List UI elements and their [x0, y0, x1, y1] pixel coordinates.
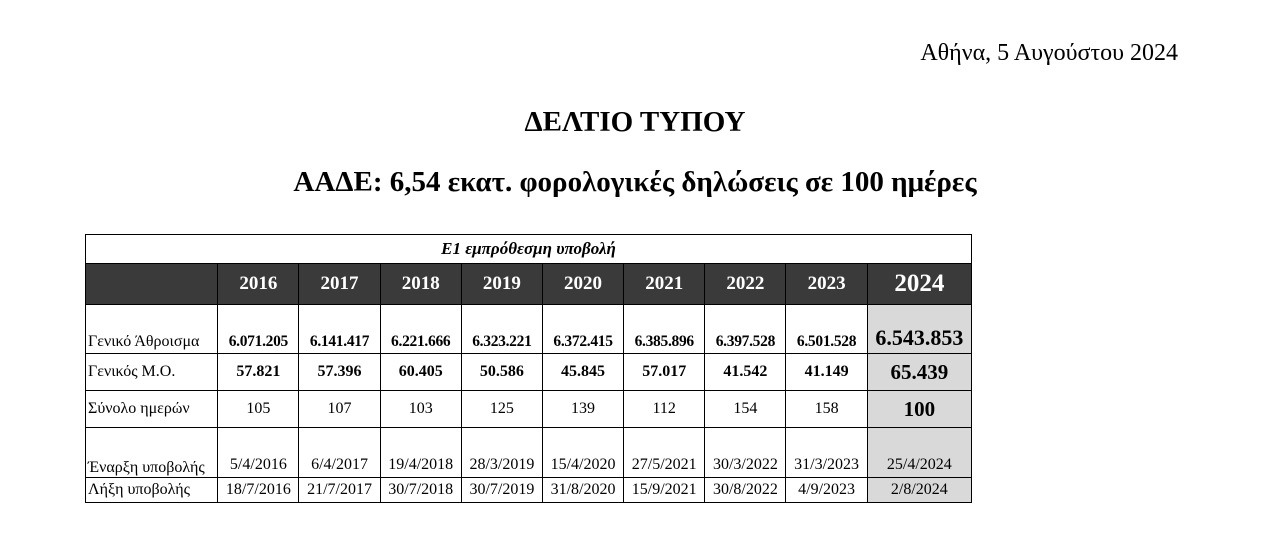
table-cell: 6.372.415: [542, 305, 623, 354]
table-row-days: [86, 391, 972, 428]
table-cell: 31/3/2023: [786, 428, 867, 478]
document-type-title: ΔΕΛΤΙΟ ΤΥΠΟΥ: [524, 106, 746, 138]
year-header: 2017: [299, 264, 380, 305]
header-corner-cell: [86, 264, 218, 305]
table-cell: 30/7/2019: [461, 478, 542, 503]
table-cell: 139: [542, 391, 623, 428]
row-label: Έναρξη υποβολής: [86, 428, 218, 478]
table-cell: 27/5/2021: [624, 428, 705, 478]
table-caption: Ε1 εμπρόθεσμη υποβολή: [86, 235, 972, 264]
table-row-end-date: [86, 478, 972, 503]
table-cell: 60.405: [380, 354, 461, 391]
table-cell: 6.323.221: [461, 305, 542, 354]
table-cell: 6/4/2017: [299, 428, 380, 478]
row-label: Γενικός Μ.Ο.: [86, 354, 218, 391]
table-cell: 41.149: [786, 354, 867, 391]
table-cell: 15/4/2020: [542, 428, 623, 478]
table-cell: 6.141.417: [299, 305, 380, 354]
table-cell: 107: [299, 391, 380, 428]
table-cell: 57.396: [299, 354, 380, 391]
table-cell-highlight: 100: [867, 391, 971, 428]
table-cell: 21/7/2017: [299, 478, 380, 503]
table-cell: 45.845: [542, 354, 623, 391]
table-cell: 30/7/2018: [380, 478, 461, 503]
table-cell: 28/3/2019: [461, 428, 542, 478]
table-cell: 105: [218, 391, 299, 428]
table-cell: 15/9/2021: [624, 478, 705, 503]
year-header: 2019: [461, 264, 542, 305]
table-cell: 6.221.666: [380, 305, 461, 354]
table-cell: 50.586: [461, 354, 542, 391]
table-cell: 57.017: [624, 354, 705, 391]
row-label: Γενικό Άθροισμα: [86, 305, 218, 354]
press-release-headline: ΑΑΔΕ: 6,54 εκατ. φορολογικές δηλώσεις σε 100 ημέρες: [293, 166, 977, 198]
table-cell: 18/7/2016: [218, 478, 299, 503]
table-cell: 30/3/2022: [705, 428, 786, 478]
year-header: 2018: [380, 264, 461, 305]
table-cell: 41.542: [705, 354, 786, 391]
date-line: Αθήνα, 5 Αυγούστου 2024: [920, 40, 1178, 66]
table-cell: 4/9/2023: [786, 478, 867, 503]
table-cell-highlight: 25/4/2024: [867, 428, 971, 478]
table-cell: 6.501.528: [786, 305, 867, 354]
tax-filing-table: [85, 234, 972, 503]
year-header: 2023: [786, 264, 867, 305]
table-row-start-date: [86, 428, 972, 478]
row-label: Λήξη υποβολής: [86, 478, 218, 503]
table-cell-highlight: 65.439: [867, 354, 971, 391]
table-cell: 6.397.528: [705, 305, 786, 354]
table-cell: 112: [624, 391, 705, 428]
table-cell: 19/4/2018: [380, 428, 461, 478]
table-cell: 158: [786, 391, 867, 428]
table-cell: 30/8/2022: [705, 478, 786, 503]
table-cell: 6.071.205: [218, 305, 299, 354]
table-cell: 6.385.896: [624, 305, 705, 354]
year-header: 2022: [705, 264, 786, 305]
table-cell: 31/8/2020: [542, 478, 623, 503]
year-header: 2016: [218, 264, 299, 305]
year-header: 2021: [624, 264, 705, 305]
table-row-total: [86, 305, 972, 354]
table-cell-highlight: 6.543.853: [867, 305, 971, 354]
table-cell: 57.821: [218, 354, 299, 391]
year-header-row: [86, 264, 972, 305]
table-cell: 5/4/2016: [218, 428, 299, 478]
table-cell: 103: [380, 391, 461, 428]
year-header: 2020: [542, 264, 623, 305]
table-cell-highlight: 2/8/2024: [867, 478, 971, 503]
year-header-highlight: 2024: [867, 264, 971, 305]
table-row-average: [86, 354, 972, 391]
table-caption-row: [86, 235, 972, 264]
table-cell: 125: [461, 391, 542, 428]
table-cell: 154: [705, 391, 786, 428]
row-label: Σύνολο ημερών: [86, 391, 218, 428]
